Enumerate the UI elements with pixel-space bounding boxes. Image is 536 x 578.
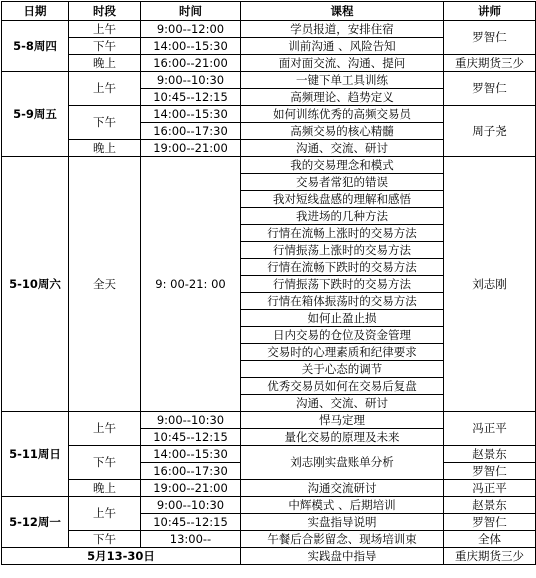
time-cell: 9:00--10:30 (141, 497, 241, 514)
course-cell: 实盘指导说明 (241, 514, 444, 531)
course-cell: 实践盘中指导 (241, 548, 444, 565)
course-cell: 日内交易的仓位及资金管理 (241, 327, 444, 344)
course-cell: 沟通、交流、研讨 (241, 395, 444, 412)
period-cell: 上午 (69, 21, 141, 38)
training-schedule-table (1, 1, 536, 565)
time-cell: 10:45--12:15 (141, 429, 241, 446)
course-cell: 我对短线盘感的理解和感悟 (241, 191, 444, 208)
lecturer-cell: 冯正平 (444, 412, 536, 446)
date-cell: 5-11周日 (2, 412, 69, 497)
period-cell: 下午 (69, 106, 141, 140)
table-row (2, 531, 536, 548)
date-cell: 5-9周五 (2, 72, 69, 157)
period-cell: 晚上 (69, 140, 141, 157)
course-cell: 如何止盈止损 (241, 310, 444, 327)
course-cell: 学员报道，安排住宿 (241, 21, 444, 38)
course-cell: 高频理论、趋势定义 (241, 89, 444, 106)
course-cell: 午餐后合影留念、现场培训束 (241, 531, 444, 548)
course-cell: 行情在流畅上涨时的交易方法 (241, 225, 444, 242)
course-cell: 行情振荡上涨时的交易方法 (241, 242, 444, 259)
course-cell: 量化交易的原理及未来 (241, 429, 444, 446)
table-row (2, 72, 536, 89)
period-cell: 下午 (69, 38, 141, 55)
course-cell: 一键下单工具训练 (241, 72, 444, 89)
course-cell: 交易者常犯的错误 (241, 174, 444, 191)
period-cell: 上午 (69, 72, 141, 106)
header-row (2, 2, 536, 21)
lecturer-cell: 刘志刚 (444, 157, 536, 412)
course-cell: 悍马定理 (241, 412, 444, 429)
table-row (2, 106, 536, 123)
table-row (2, 497, 536, 514)
time-cell: 16:00--21:00 (141, 55, 241, 72)
lecturer-cell: 冯正平 (444, 480, 536, 497)
header-time: 时间 (141, 2, 241, 21)
course-cell: 行情振荡下跌时的交易方法 (241, 276, 444, 293)
course-cell: 优秀交易员如何在交易后复盘 (241, 378, 444, 395)
time-cell: 9: 00-21: 00 (141, 157, 241, 412)
lecturer-cell: 罗智仁 (444, 72, 536, 106)
table-row (2, 55, 536, 72)
table-row (2, 412, 536, 429)
lecturer-cell: 罗智仁 (444, 514, 536, 531)
course-cell: 如何训练优秀的高频交易员 (241, 106, 444, 123)
course-cell: 沟通交流研讨 (241, 480, 444, 497)
time-cell: 9:00--10:30 (141, 72, 241, 89)
lecturer-cell: 重庆期货三少 (444, 548, 536, 565)
lecturer-cell: 罗智仁 (444, 463, 536, 480)
time-cell: 19:00--21:00 (141, 140, 241, 157)
time-cell: 14:00--15:30 (141, 106, 241, 123)
table-row (2, 157, 536, 174)
course-cell: 关于心态的调节 (241, 361, 444, 378)
header-period: 时段 (69, 2, 141, 21)
time-cell: 9:00--10:30 (141, 412, 241, 429)
table-row (2, 21, 536, 38)
course-cell: 交易时的心理素质和纪律要求 (241, 344, 444, 361)
date-cell: 5-10周六 (2, 157, 69, 412)
course-cell: 行情在箱体振荡时的交易方法 (241, 293, 444, 310)
lecturer-cell: 周子尧 (444, 106, 536, 157)
course-cell: 中辉模式 、后期培训 (241, 497, 444, 514)
period-cell: 上午 (69, 412, 141, 446)
time-cell: 10:45--12:15 (141, 514, 241, 531)
lecturer-cell: 全体 (444, 531, 536, 548)
header-lecturer: 讲师 (444, 2, 536, 21)
period-cell: 上午 (69, 497, 141, 531)
course-cell: 我进场的几种方法 (241, 208, 444, 225)
time-cell: 14:00--15:30 (141, 38, 241, 55)
header-date: 日期 (2, 2, 69, 21)
time-cell: 9:00--12:00 (141, 21, 241, 38)
course-cell: 训前沟通 、风险告知 (241, 38, 444, 55)
date-cell: 5-12周一 (2, 497, 69, 548)
course-cell: 行情在流畅下跌时的交易方法 (241, 259, 444, 276)
course-cell: 沟通、交流、研讨 (241, 140, 444, 157)
time-cell: 13:00-- (141, 531, 241, 548)
lecturer-cell: 赵景东 (444, 446, 536, 463)
table-row (2, 480, 536, 497)
lecturer-cell: 赵景东 (444, 497, 536, 514)
time-cell: 19:00--21:00 (141, 480, 241, 497)
time-cell: 16:00--17:30 (141, 123, 241, 140)
period-cell: 全天 (69, 157, 141, 412)
date-cell: 5-8周四 (2, 21, 69, 72)
course-cell: 我的交易理念和模式 (241, 157, 444, 174)
time-cell: 14:00--15:30 (141, 446, 241, 463)
footer-row (2, 548, 536, 565)
table-row (2, 446, 536, 463)
header-course: 课程 (241, 2, 444, 21)
period-cell: 晚上 (69, 480, 141, 497)
course-cell: 刘志刚实盘账单分析 (241, 446, 444, 480)
course-cell: 面对面交流、沟通、提问 (241, 55, 444, 72)
time-cell: 10:45--12:15 (141, 89, 241, 106)
lecturer-cell: 罗智仁 (444, 21, 536, 55)
period-cell: 下午 (69, 531, 141, 548)
time-cell: 16:00--17:30 (141, 463, 241, 480)
course-cell: 高频交易的核心精髓 (241, 123, 444, 140)
period-cell: 下午 (69, 446, 141, 480)
footer-date-cell: 5月13-30日 (2, 548, 241, 565)
period-cell: 晚上 (69, 55, 141, 72)
lecturer-cell: 重庆期货三少 (444, 55, 536, 72)
